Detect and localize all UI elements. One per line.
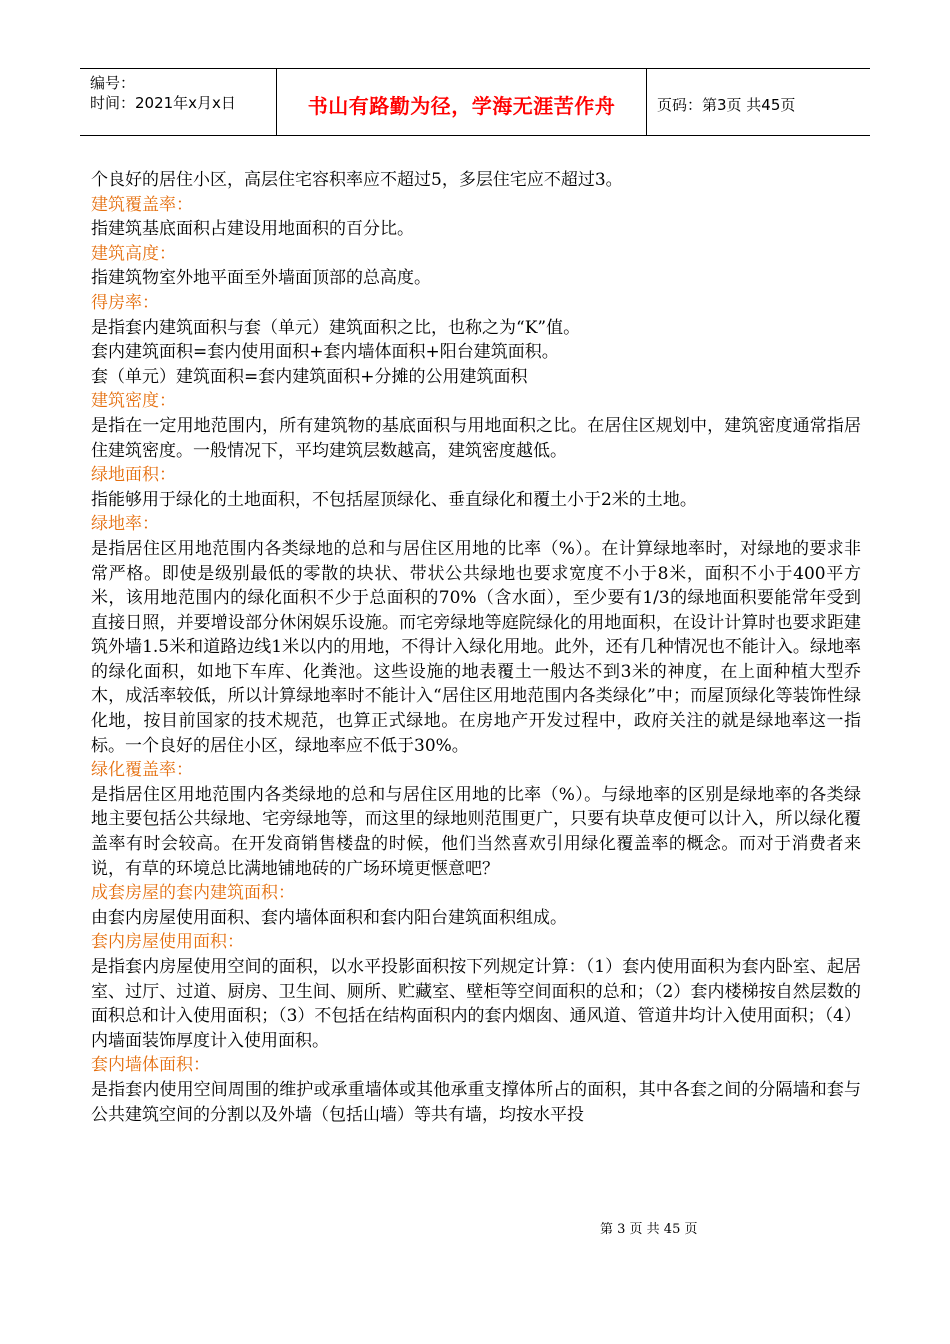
body-paragraph: 是指居住区用地范围内各类绿地的总和与居住区用地的比率（%）。与绿地率的区别是绿地率的各类绿地主要包括公共绿地、宅旁绿地等，而这里的绿地则范围更广，只要有块草皮便可以计入，所以绿化覆盖率有时会较高。在开发商销售楼盘的时候，他们当然喜欢引用绿化覆盖率的概念。而对于消费者来说，有草的环境总比满地铺地砖的广场环境更惬意吧？ <box>91 784 861 879</box>
body-paragraph: 是指在一定用地范围内，所有建筑物的基底面积与用地面积之比。在居住区规划中，建筑密度通常指居住建筑密度。一般情况下，平均建筑层数越高，建筑密度越低。 <box>91 415 861 461</box>
body-paragraph: 由套内房屋使用面积、套内墙体面积和套内阳台建筑面积组成。 <box>91 907 567 928</box>
body-paragraph: 是指套内使用空间周围的维护或承重墙体或其他承重支撑体所占的面积，其中各套之间的分隔墙和套与公共建筑空间的分割以及外墙（包括山墙）等共有墙，均按水平投 <box>91 1079 861 1125</box>
term-heading: 套内房屋使用面积： <box>91 932 244 953</box>
doc-time-label: 时间：2021年x月x日 <box>90 94 236 112</box>
term-heading: 建筑密度： <box>91 391 176 412</box>
term-heading: 绿地率： <box>91 514 159 535</box>
document-body <box>91 168 861 1127</box>
body-paragraph: 是指套内房屋使用空间的面积，以水平投影面积按下列规定计算：（1）套内使用面积为套内卧室、起居室、过厅、过道、厨房、卫生间、厕所、贮藏室、壁柜等空间面积的总和；（2）套内楼梯按自然层数的面积总和计入使用面积；（3）不包括在结构面积内的套内烟囱、通风道、管道井均计入使用面积；（4）内墙面装饰厚度计入使用面积。 <box>91 957 861 1051</box>
header-page-cell <box>647 69 870 135</box>
term-heading: 绿化覆盖率： <box>91 760 193 781</box>
term-heading: 建筑高度： <box>91 243 176 264</box>
header-motto: 书山有路勤为径，学海无涯苦作舟 <box>307 93 616 118</box>
page-footer <box>600 1218 800 1237</box>
body-paragraph: 个良好的居住小区，高层住宅容积率应不超过5，多层住宅应不超过3。 <box>91 170 623 190</box>
header-motto-cell <box>277 69 647 135</box>
doc-number-label: 编号： <box>90 74 136 92</box>
body-paragraph: 套（单元）建筑面积=套内建筑面积+分摊的公用建筑面积 <box>91 366 528 387</box>
term-heading: 得房率： <box>91 292 159 313</box>
footer-page-number: 第 3 页 共 45 页 <box>600 1222 698 1237</box>
page-header <box>80 68 870 136</box>
body-paragraph: 套内建筑面积=套内使用面积+套内墙体面积+阳台建筑面积。 <box>91 342 559 363</box>
header-page-info: 页码：第3页 共45页 <box>657 95 796 114</box>
body-paragraph: 是指居住区用地范围内各类绿地的总和与居住区用地的比率（%）。在计算绿地率时，对绿地的要求非常严格。即使是级别最低的零散的块状、带状公共绿地也要求宽度不小于8米，面积不小于400平方米，该用地范围内的绿化面积不少于总面积的70%（含水面），至少要有1/3的绿地面积要能常年受到直接日照，并要增设部分休闲娱乐设施。而宅旁绿地等庭院绿化的用地面积，在设计计算时也要求距建筑外墙1.5米和道路边线1米以内的用地，不得计入绿化用地。此外，还有几种情况也不能计入。绿地率的绿化面积，如地下车库、化粪池。这些设施的地表覆土一般达不到3米的神度，在上面种植大型乔木，成活率较低，所以计算绿地率时不能计入“居住区用地范围内各类绿化”中；而屋顶绿化等装饰性绿化地，按目前国家的技术规范，也算正式绿地。在房地产开发过程中，政府关注的就是绿地率这一指标。一个良好的居住小区，绿地率应不低于30%。 <box>91 538 861 756</box>
term-heading: 套内墙体面积： <box>91 1055 210 1076</box>
body-paragraph: 指能够用于绿化的土地面积，不包括屋顶绿化、垂直绿化和覆土小于2米的土地。 <box>91 489 697 510</box>
body-paragraph: 指建筑物室外地平面至外墙面顶部的总高度。 <box>91 268 431 289</box>
body-paragraph: 是指套内建筑面积与套（单元）建筑面积之比，也称之为“K”值。 <box>91 317 581 338</box>
term-heading: 成套房屋的套内建筑面积： <box>91 883 295 904</box>
header-meta <box>80 69 277 135</box>
term-heading: 建筑覆盖率： <box>91 194 193 215</box>
term-heading: 绿地面积： <box>91 465 176 486</box>
body-paragraph: 指建筑基底面积占建设用地面积的百分比。 <box>91 219 414 240</box>
